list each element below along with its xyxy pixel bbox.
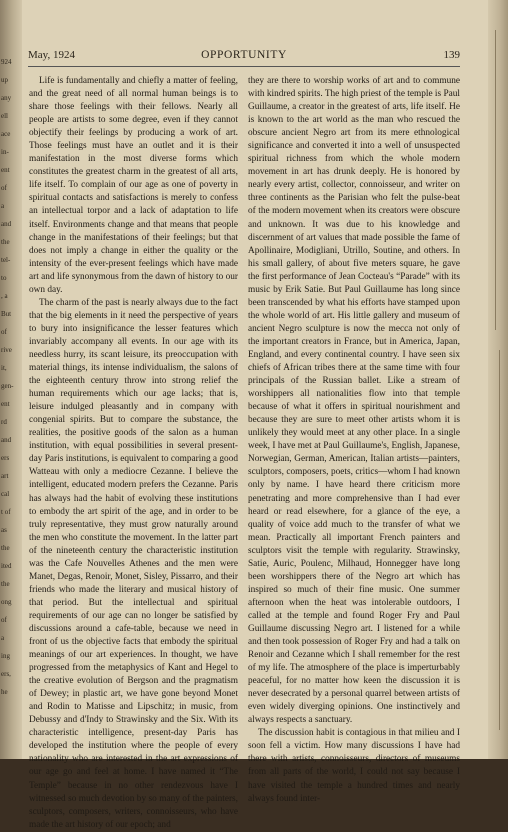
next-pages-edge	[488, 0, 508, 759]
gutter-text-fragment: and	[1, 220, 12, 228]
gutter-text-fragment: cal	[1, 490, 10, 498]
running-header	[28, 49, 460, 65]
issue-date: May, 1924	[28, 49, 75, 61]
gutter-text-fragment: ent	[1, 166, 10, 174]
gutter-text-fragment: as	[1, 526, 7, 534]
left-column	[29, 75, 238, 832]
paragraph: Life is fundamentally and chiefly a matter of feeling, and the great need of all normal human beings is to share those feelings with their fellows. Nearly all people are artists to some degree, even if they cannot objectify their feelings by producing a work of art. Those feelings must have an outlet and it is their manifestation in the most diverse forms which constitutes the greatest charm in the greatest of all arts, life itself. To complain of our age as one of poverty in spiritual contacts and satisfactions is merely to confess an intellectual torpor and a lack of adaptation to life itself. Environments change and that means that people change in the manifestations of their feelings; but that does not imply a change in either the quality or the intensity of the ever-present feelings which have made art and life synonymous from the dawn of history to our own day.	[29, 76, 238, 295]
gutter-text-fragment: of	[1, 328, 7, 336]
gutter-text-fragment: of	[1, 184, 7, 192]
gutter-text-fragment: a	[1, 202, 5, 210]
gutter-text-fragment: tel-	[1, 256, 11, 264]
gutter-text-fragment: gen-	[1, 382, 14, 390]
gutter-text-fragment: to	[1, 274, 7, 282]
page-number: 139	[443, 49, 460, 61]
previous-page-edge	[0, 0, 22, 759]
gutter-text-fragment: the	[1, 580, 10, 588]
gutter-text-fragment: , a	[1, 292, 8, 300]
gutter-text-fragment: in-	[1, 148, 9, 156]
gutter-text-fragment: the	[1, 544, 10, 552]
gutter-text-fragment: But	[1, 310, 12, 318]
gutter-text-fragment: a	[1, 634, 5, 642]
gutter-text-fragment: any	[1, 94, 12, 102]
paragraph: The discussion habit is contagious in that milieu and I soon fell a victim. How many discussions I have had there with artists, connoisseurs, directors of museums from all parts of the world, I could not say because I have visited the temple a hundred times and nearly always found inter-	[248, 728, 460, 804]
gutter-text-fragment: art	[1, 472, 9, 480]
gutter-text-fragment: the	[1, 238, 10, 246]
gutter-text-fragment: 924	[1, 58, 12, 66]
gutter-text-fragment: it,	[1, 364, 7, 372]
gutter-text-fragment: ers	[1, 454, 10, 462]
magazine-title: OPPORTUNITY	[201, 49, 287, 61]
gutter-text-fragment: of	[1, 616, 7, 624]
gutter-text-fragment: ent	[1, 400, 10, 408]
gutter-text-fragment: he	[1, 688, 8, 696]
gutter-text-fragment: up	[1, 76, 8, 84]
gutter-text-fragment: rd	[1, 418, 7, 426]
paragraph: The charm of the past is nearly always due to the fact that the big elements in it need the perspective of years to bury into insignificance the lesser features which invariably accompany all events. In our age with its needless hurry, its scant leisure, its preoccupation with material things, its intense individualism, the salons of the eighteenth century throw into strong relief the human requirements which our age lacks; that is, leisure indulged pleasantly and in company with congenial spirits. But to compare the substance, the realities, the positive goods of the salon as a human institution, with equal possibilities in several present-day Paris institutions, is equivalent to comparing a good Watteau with only a mediocre Cezanne. I believe the intelligent, educated modern prefers the Cezanne. Paris has always had the habit of evolving these institutions to embody the art spirit of the age, and in order to be truly representative, they must grow naturally around the men who constitute the movement. In the latter part of the nineteenth century the characteristic institution was the Cafe Nouvelles Athenes and the men were Manet, Degas, Renoir, Monet, Sisley, Pissarro, and their friends who made the literary and musical history of that period. But the intellectual and spiritual requirements of our age can no longer be satisfied by discussions around a cafe-table, because we need in front of us the objective facts that embody the spiritual meanings of our art experiences. In thought, we have progressed from the metaphysics of Kant and Hegel to the creative evolution of Bergson and the pragmatism of Dewey; in plastic art, we have gone beyond Monet and Rodin to Matisse and Lipschitz; in music, from Debussy and d'Indy to Strawinsky and the Six. With its characteristic intelligence, present-day Paris has developed the institution where the people of every nationality who are interested in the art expressions of our age go and feel at home. I have named it “The Temple” because in no other rendezvous have I witnessed so much devotion by so many of the painters, sculptors, composers, writers, connoisseurs, who have made the art history of our epoch; and	[29, 297, 238, 830]
gutter-text-fragment: ell	[1, 112, 8, 120]
gutter-text-fragment: t of	[1, 508, 11, 516]
gutter-text-fragment: rive	[1, 346, 12, 354]
right-column	[248, 75, 460, 806]
gutter-text-fragment: ing	[1, 652, 10, 660]
gutter-text-fragment: ited	[1, 562, 12, 570]
header-rule	[28, 66, 460, 67]
gutter-text-fragment: ers,	[1, 670, 11, 678]
paragraph: they are there to worship works of art and to commune with kindred spirits. The high priest of the temple is Paul Guillaume, a creator in the greatest of arts, life itself. He is known to the art world as the man who rescued the obscure ancient Negro art from its mere ethnological significance and converted it into a well of unsuspected spiritual richness from which the whole modern movement in art has drunk deeply. He is honored by nearly every artist, collector, connoisseur, and writer on three continents as the Parisian who felt the pulse-beat of the modern movement when its creators were obscure and unknown. It was due to his knowledge and discernment of art values that made possible the fame of Apollinaire, Modigliani, Utrillo, Soutine, and others. In his small gallery, of about five meters square, he gave the first performance of Jean Cocteau's “Parade” with its music by Erik Satie. But Paul Guillaume has long since been transcended by what his efforts have stamped upon the whole world of art. His little gallery and museum of ancient Negro sculpture is now the mecca not only of the important creators in France, but in America, Japan, England, and every continental country. I have seen six chiefs of African tribes there at the same time with four principals of the Russian ballet. Like a stream of worshippers all nationalities flow into that temple because of what it offers in spiritual nourishment and because they are sure to meet other artists whom it is unlikely they would meet at any other place. In a single week, I have met at Paul Guillaume's, English, Japanese, Norwegian, German, American, Italian artists—painters, sculptors, composers, poets, critics—whom I had known only by name. I have heard there criticism more penetrating and more comprehensive than I had ever heard or read elsewhere, for a glance of the eye, a quality of voice add much to the transfer of what we mean. Practically all important French painters and sculptors visit the temple with regularity. Strawinsky, Satie, Auric, Poulenc, Milhaud, Honnegger have long been worshippers there of the Negro art which has inspired so much of their fine music. One summer afternoon when the heat was intolerable outdoors, I called at the temple and found Roger Fry and Paul Guillaume discussing Negro art. I listened for a while and then took possession of Roger Fry and had a talk on Renoir and Cezanne which I shall remember for the rest of my life. The atmosphere of the place is imperturbably peaceful, for no matter how keen the discussion it is never desecrated by a personal quarrel between artists of even widely diverging opinions. One instinctively and always respects a sanctuary.	[248, 76, 460, 726]
gutter-text-fragment: ong	[1, 598, 12, 606]
gutter-text-fragment: ace	[1, 130, 11, 138]
gutter-text-fragment: and	[1, 436, 12, 444]
